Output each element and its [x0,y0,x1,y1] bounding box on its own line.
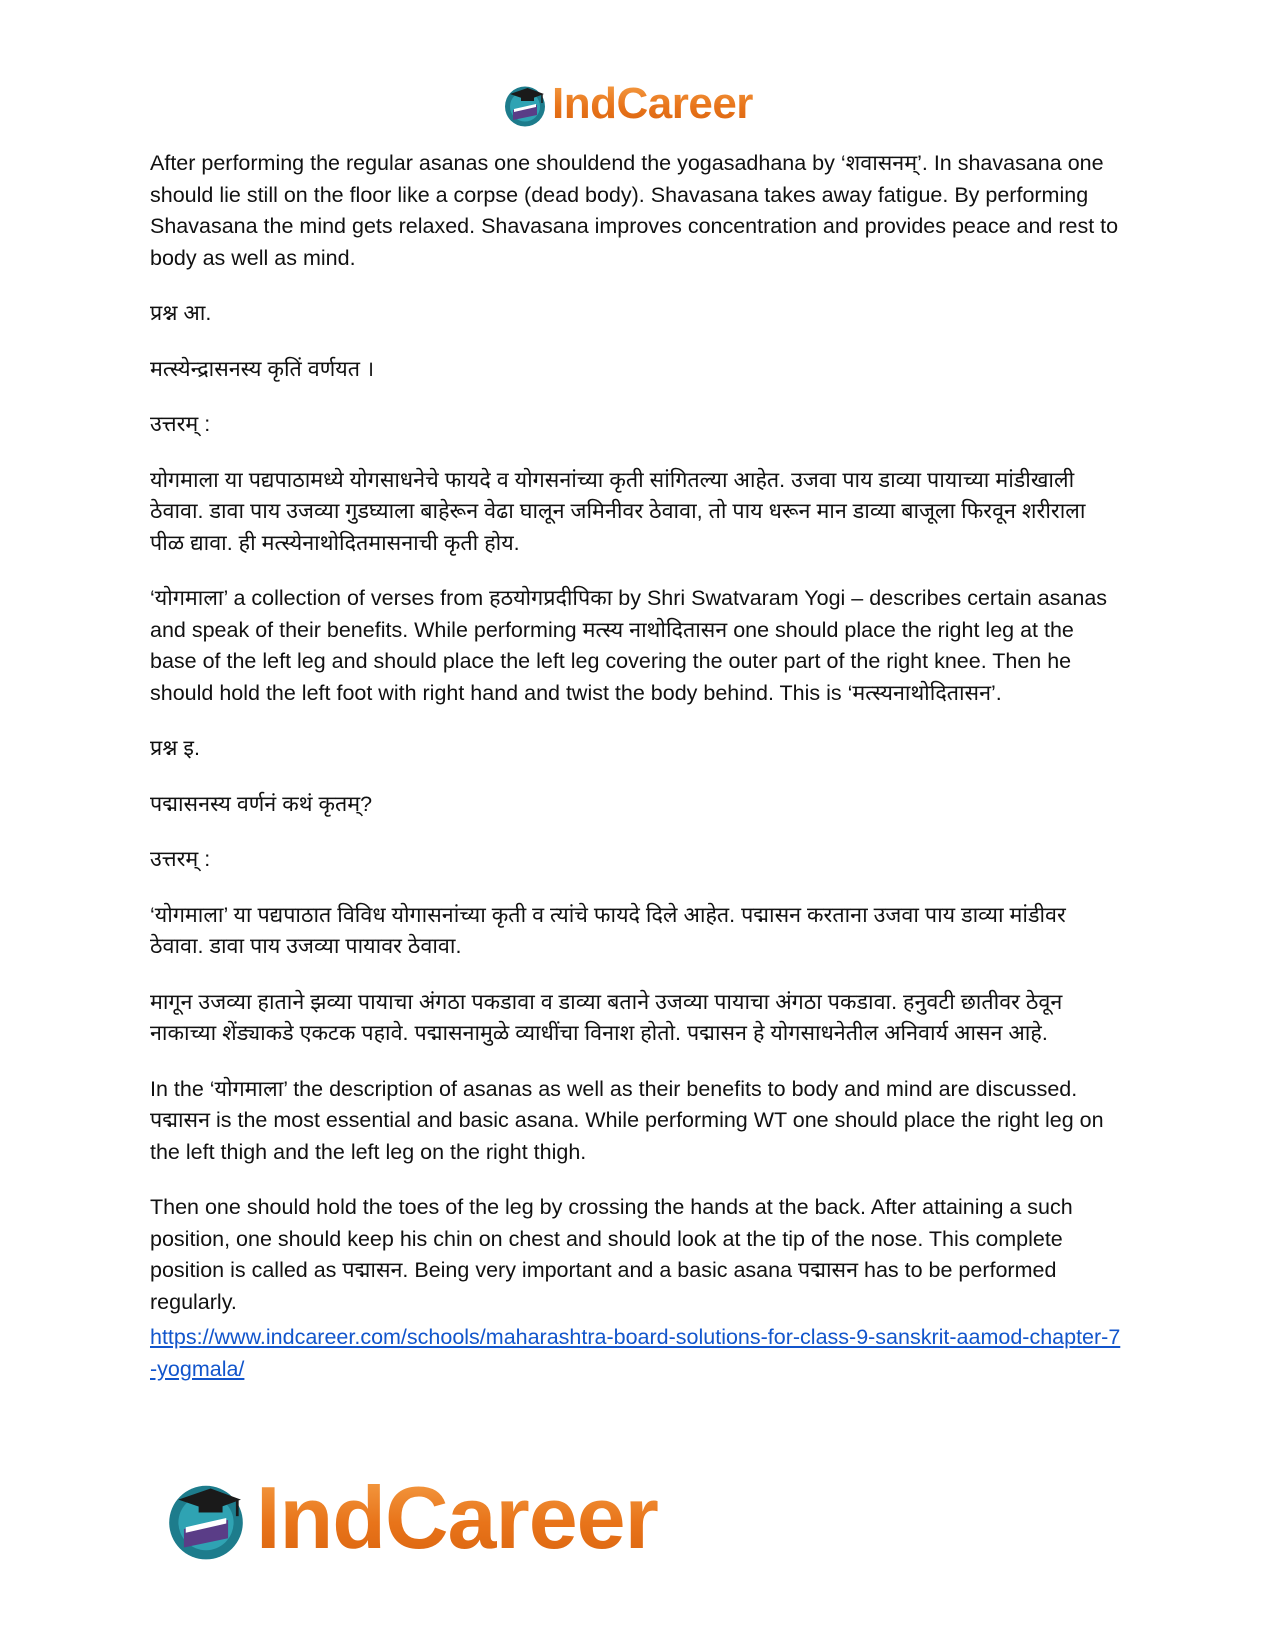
paragraph: योगमाला या पद्यपाठामध्ये योगसाधनेचे फायदे व योगसनांच्या कृती सांगितल्या आहेत. उजवा पाय डाव्या पायाच्या मांडीखाली ठेवावा. डावा पाय उजव्या गुडघ्याला बाहेरून वेढा घालून जमिनीवर ठेवावा, तो पाय धरून मान डाव्या बाजूला फिरवून शरीराला पीळ द्यावा. ही मत्स्येनाथोदितमासनाची कृती होय. [150,467,1086,555]
logo-text: IndCareer [552,79,753,128]
source-link[interactable]: https://www.indcareer.com/schools/maharashtra-board-solutions-for-class-9-sanskrit-aamod-chapter-7-yogmala/ [150,1325,1121,1381]
paragraph: ‘योगमाला’ a collection of verses from हठयोगप्रदीपिका by Shri Swatvaram Yogi – describes certain asanas and speak of their benefits. While performing मत्स्य नाथोदितासन one should place the right leg at the base of the left leg and should place the left leg covering the outer part of the right knee. Then he should hold the left foot with right hand and twist the body behind. This is ‘मत्स्यनाथोदितासन’. [150,586,1108,705]
graduation-cap-globe-icon [500,79,550,129]
logo-text: IndCareer [256,1468,658,1567]
paragraph: Then one should hold the toes of the leg by crossing the hands at the back. After attaining a such position, one should keep his chin on chest and should look at the tip of the nose. This complete position is called as पद्मासन. Being very important and a basic asana पद्मासन has to be performed regularly. [150,1195,1073,1314]
header-logo [500,78,753,130]
paragraph: In the ‘योगमाला’ the description of asanas as well as their benefits to body and mind are discussed. पद्मासन is the most essential and basic asana. While performing WT one should place the right leg on the left thigh and the left leg on the right thigh. [150,1076,1104,1164]
source-link-line [150,1322,1125,1385]
answer-label: उत्तरम् : [150,847,211,871]
question-label: प्रश्न इ. [150,736,200,760]
graduation-cap-globe-icon [160,1472,252,1564]
question-text: मत्स्येन्द्रासनस्य कृतिं वर्णयत । [150,356,375,381]
paragraph: ‘योगमाला’ या पद्यपाठात विविध योगासनांच्या कृती व त्यांचे फायदे दिले आहेत. पद्मासन करताना उजवा पाय डाव्या मांडीवर ठेवावा. डावा पाय उजव्या पायावर ठेवावा. [150,902,1066,958]
answer-label: उत्तरम् : [150,412,211,436]
paragraph: मागून उजव्या हाताने झव्या पायाचा अंगठा पकडावा व डाव्या बताने उजव्या पायाचा अंगठा पकडावा. हनुवटी छातीवर ठेवून नाकाच्या शेंड्याकडे एकटक पहावे. पद्मासनामुळे व्याधींचा विनाश होतो. पद्मासन हे योगसाधनेतील अनिवार्य आसन आहे. [150,989,1063,1045]
question-label: प्रश्न आ. [150,301,212,325]
document-body [150,148,1125,1385]
paragraph: After performing the regular asanas one shouldend the yogasadhana by ‘शवासनम्’. In shavasana one should lie still on the floor like a corpse (dead body). Shavasana takes away fatigue. By performing Shavasana the mind gets relaxed. Shavasana improves concentration and provides peace and rest to body as well as mind. [150,151,1119,270]
footer-logo [160,1470,658,1566]
question-text: पद्मासनस्य वर्णनं कथं कृतम्? [150,791,373,816]
